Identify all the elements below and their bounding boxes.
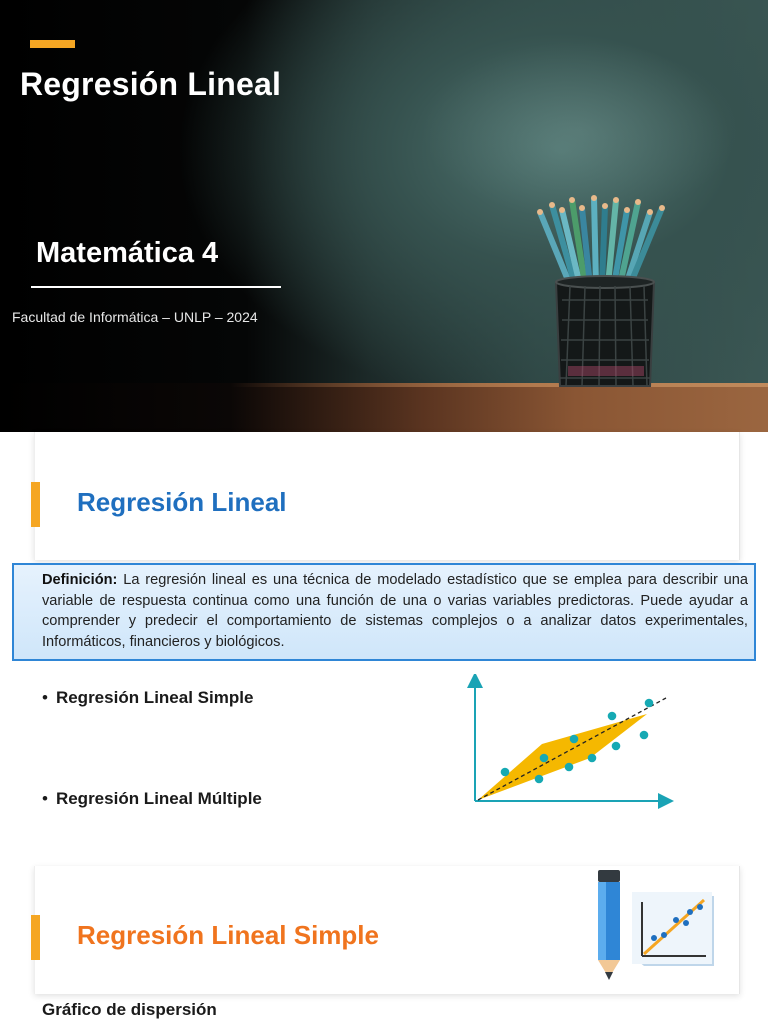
definition-text: La regresión lineal es una técnica de modelado estadístico que se emplea para describir una variable de respuesta continua como una función de una o varias variables predictoras. Puede ayudar a comprender y predecir el comportamiento de sistemas complejos o a analizar datos experimentales, Informáticos, financieros y biológicos. — [42, 572, 748, 650]
title-slide — [0, 0, 768, 432]
slide-title: Regresión Lineal — [20, 66, 282, 102]
section-accent-bar-2 — [31, 915, 40, 960]
definition-label: Definición: — [42, 572, 118, 588]
subtitle-divider — [31, 286, 281, 288]
mesh-cup — [556, 276, 654, 386]
pencils — [537, 195, 665, 285]
scatter-plot-caption: Gráfico de dispersión — [42, 1000, 217, 1019]
section-accent-bar — [31, 482, 40, 527]
bullet-marker: • — [42, 789, 48, 808]
pencil — [598, 870, 620, 980]
title-accent-bar — [30, 40, 75, 48]
definition-box — [12, 563, 756, 661]
chart-card — [632, 892, 714, 966]
pencil-cup-icon — [530, 190, 680, 390]
faculty-line: Facultad de Informática – UNLP – 2024 — [12, 309, 258, 325]
bullet-label: Regresión Lineal Simple — [55, 688, 254, 707]
pencil-chart-icon — [592, 868, 722, 984]
wooden-table — [0, 383, 768, 432]
bullet-label: Regresión Lineal Múltiple — [55, 789, 262, 808]
bullet-marker: • — [42, 688, 48, 707]
bullet-multiple-regression — [42, 789, 262, 809]
linear-regression-diagram-icon — [462, 674, 677, 809]
bullet-simple-regression — [42, 688, 253, 708]
content-slide — [0, 432, 768, 1024]
course-subtitle: Matemática 4 — [36, 237, 219, 269]
section-title-2: Regresión Lineal Simple — [77, 920, 379, 950]
section-title: Regresión Lineal — [77, 487, 287, 517]
confidence-band — [478, 714, 647, 800]
